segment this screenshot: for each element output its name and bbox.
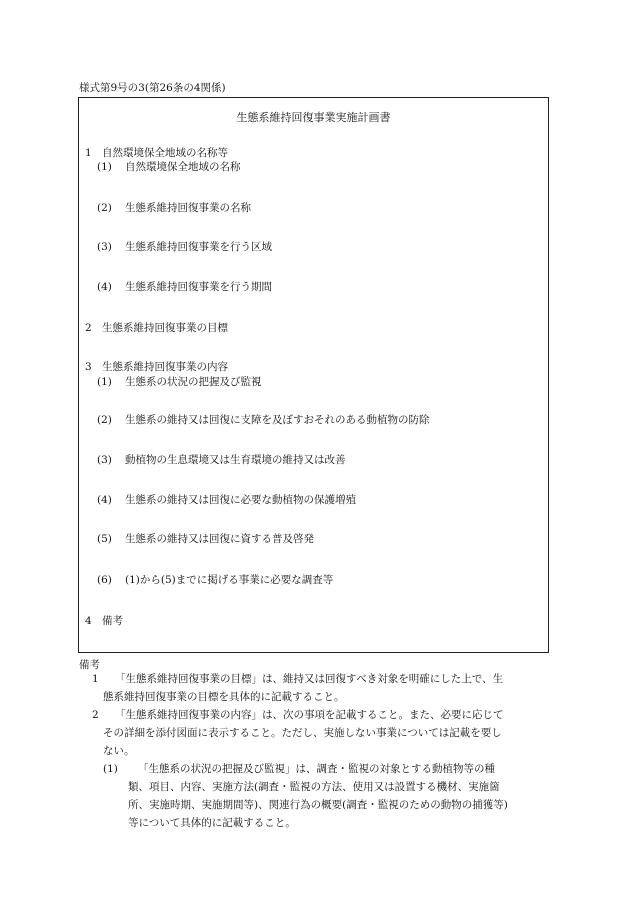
plan-form-box bbox=[78, 97, 549, 653]
section-text: 生態系の状況の把握及び監視 bbox=[125, 376, 262, 388]
section-3-4 bbox=[97, 492, 356, 507]
section-number: 3 bbox=[85, 361, 92, 373]
section-number: (3) bbox=[97, 454, 112, 466]
section-text: (1)から(5)までに掲げる事業に必要な調査等 bbox=[125, 574, 334, 586]
section-number: 4 bbox=[85, 615, 92, 627]
section-3 bbox=[85, 359, 228, 374]
note-item-2-1-line: 類、項目、内容、実施方法(調査・監視の方法、使用又は設置する機材、実施箇 bbox=[128, 781, 500, 793]
section-1-3 bbox=[97, 239, 272, 254]
section-text: 生態系の維持又は回復に支障を及ぼすおそれのある動植物の防除 bbox=[125, 414, 430, 426]
notes-title: 備考 bbox=[79, 659, 100, 671]
section-number: (3) bbox=[97, 241, 112, 253]
note-item-2-1-number: (1) bbox=[103, 763, 118, 775]
section-number: 2 bbox=[85, 322, 92, 334]
section-text: 生態系維持回復事業を行う区域 bbox=[125, 241, 272, 253]
section-text: 備考 bbox=[102, 615, 123, 627]
section-number: (2) bbox=[97, 202, 112, 214]
section-3-3 bbox=[97, 452, 346, 467]
note-item-2-line: ない。 bbox=[103, 745, 135, 757]
note-item-2-line: その詳細を添付図面に表示すること。ただし、実施しない事業については記載を要し bbox=[103, 727, 502, 739]
section-text: 自然環境保全地域の名称等 bbox=[102, 147, 228, 159]
note-item-1-number: 1 bbox=[92, 673, 99, 685]
note-item-2-1-line: 「生態系の状況の把握及び監視」は、調査・監視の対象とする動植物等の種 bbox=[138, 763, 495, 775]
note-item-1-line: 「生態系維持回復事業の目標」は、維持又は回復すべき対象を明確にした上で、生 bbox=[115, 673, 504, 685]
note-item-2-line: 「生態系維持回復事業の内容」は、次の事項を記載すること。また、必要に応じて bbox=[115, 709, 504, 721]
section-number: (4) bbox=[97, 494, 112, 506]
section-number: (1) bbox=[97, 161, 112, 173]
section-number: (6) bbox=[97, 574, 112, 586]
section-number: (4) bbox=[97, 281, 112, 293]
note-item-2-1-line: 所、実施時期、実施期間等)、関連行為の概要(調査・監視のための動物の捕獲等) bbox=[128, 799, 508, 811]
section-1 bbox=[85, 145, 228, 160]
section-3-2 bbox=[97, 412, 430, 427]
section-1-4 bbox=[97, 279, 272, 294]
section-3-5 bbox=[97, 531, 314, 546]
form-number-label: 様式第9号の3(第26条の4関係) bbox=[79, 82, 226, 94]
note-item-2-1-line: 等について具体的に記載すること。 bbox=[128, 817, 296, 829]
section-text: 生態系維持回復事業の名称 bbox=[125, 202, 251, 214]
section-number: (2) bbox=[97, 414, 112, 426]
section-text: 自然環境保全地域の名称 bbox=[125, 161, 241, 173]
section-1-2 bbox=[97, 200, 251, 215]
section-text: 生態系維持回復事業の内容 bbox=[102, 361, 228, 373]
section-number: (5) bbox=[97, 533, 112, 545]
section-3-1 bbox=[97, 374, 262, 389]
section-3-6 bbox=[97, 572, 333, 587]
section-text: 動植物の生息環境又は生育環境の維持又は改善 bbox=[125, 454, 346, 466]
document-title: 生態系維持回復事業実施計画書 bbox=[236, 111, 391, 124]
section-1-1 bbox=[97, 159, 241, 174]
section-text: 生態系維持回復事業を行う期間 bbox=[125, 281, 272, 293]
section-text: 生態系維持回復事業の目標 bbox=[102, 322, 228, 334]
section-4 bbox=[85, 613, 123, 628]
note-item-2-number: 2 bbox=[92, 709, 99, 721]
section-number: (1) bbox=[97, 376, 112, 388]
section-number: 1 bbox=[85, 147, 92, 159]
section-text: 生態系の維持又は回復に必要な動植物の保護増殖 bbox=[125, 494, 356, 506]
section-2 bbox=[85, 320, 228, 335]
section-text: 生態系の維持又は回復に資する普及啓発 bbox=[125, 533, 314, 545]
note-item-1-line: 態系維持回復事業の目標を具体的に記載すること。 bbox=[103, 691, 345, 703]
